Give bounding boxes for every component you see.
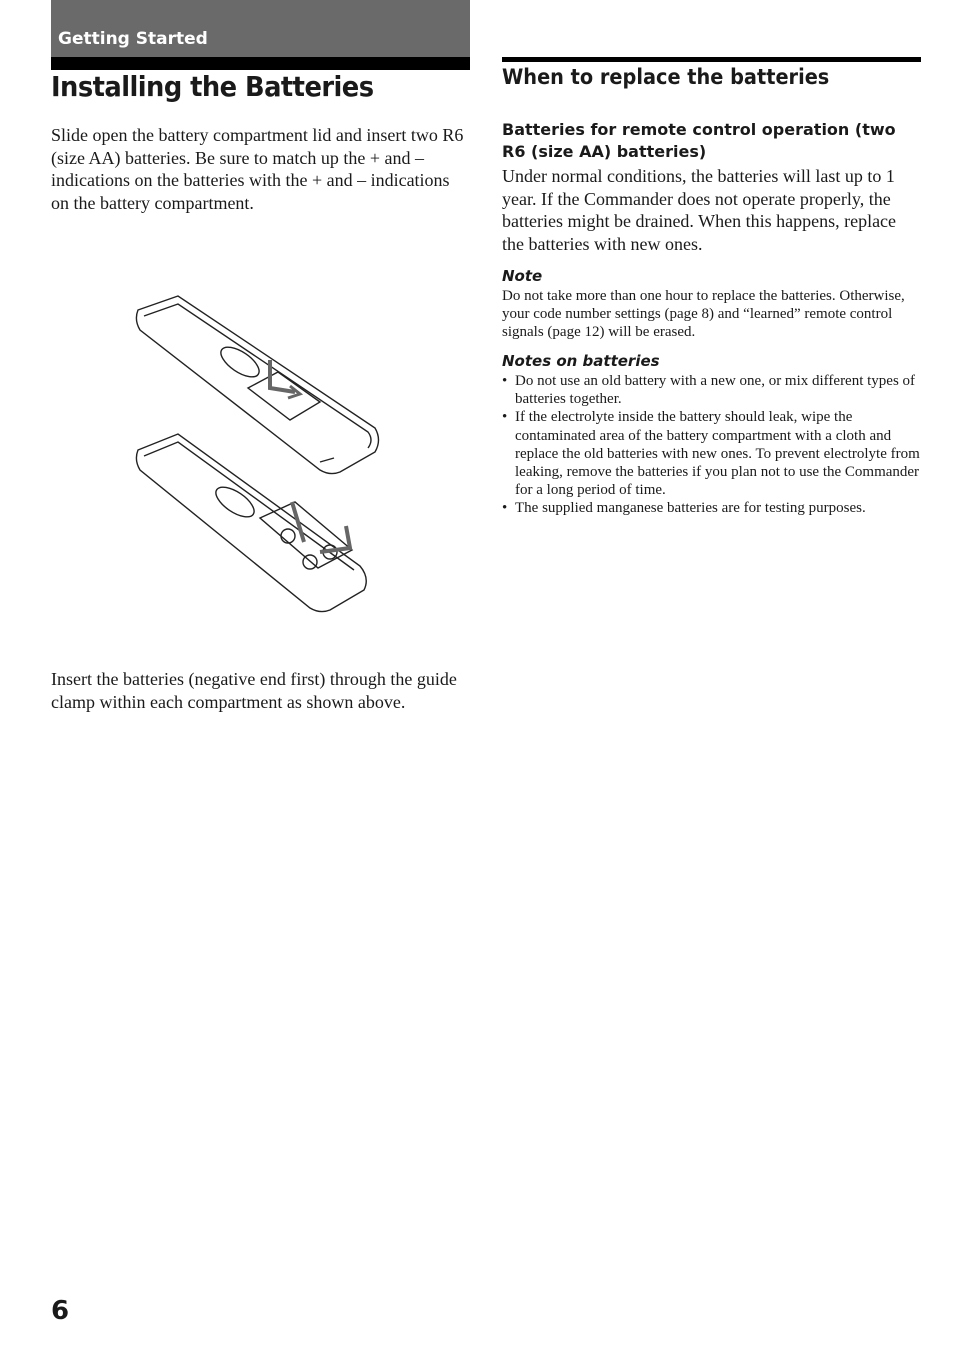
left-heading-rule: [51, 57, 470, 70]
note-heading: Note: [502, 267, 543, 285]
right-heading-rule: [502, 57, 921, 62]
insertion-instructions: Insert the batteries (negative end first) through the guide clamp within each compartment as shown above.: [51, 669, 457, 712]
replace-batteries-heading: When to replace the batteries: [502, 65, 830, 89]
intro-paragraph: Slide open the battery compartment lid and insert two R6 (size AA) batteries. Be sure to match up the + and – indications on the batteries with the + and – indications on the battery compartment.: [51, 125, 464, 214]
remote-control-top-icon: [136, 296, 378, 474]
list-item: • If the electrolyte inside the battery should leak, wipe the contaminated area of the battery compartment with a cloth and replace the old batteries with new ones. To prevent electrolyte from leaking, remove the batteries if you plan not to use the Commander for a long period of time.: [502, 409, 920, 499]
bullet-glyph: •: [502, 373, 508, 389]
battery-life-paragraph: Under normal conditions, the batteries will last up to 1 year. If the Commander does not operate properly, the batteries might be drained. When this happens, replace the batteries with new ones.: [502, 166, 897, 255]
batteries-subheading: Batteries for remote control operation (two R6 (size AA) batteries): [502, 120, 896, 161]
notes-on-batteries-heading: Notes on batteries: [502, 352, 660, 370]
bullet-glyph: •: [502, 409, 508, 426]
note-text: Do not take more than one hour to replace the batteries. Otherwise, your code number settings (page 8) and “learned” remote control signals (page 12) will be erased.: [502, 288, 905, 340]
page-title: Installing the Batteries: [51, 70, 374, 103]
battery-installation-illustration: [120, 280, 390, 620]
battery-notes-list: [502, 372, 922, 518]
list-item: • Do not use an old battery with a new one, or mix different types of batteries together.: [502, 373, 916, 408]
list-item: • The supplied manganese batteries are for testing purposes.: [502, 500, 866, 517]
page-number: 6: [51, 1296, 70, 1326]
remote-control-bottom-icon: [136, 434, 366, 612]
section-tab: [51, 0, 470, 57]
section-tab-label: Getting Started: [58, 29, 208, 49]
bullet-glyph: •: [502, 500, 508, 517]
